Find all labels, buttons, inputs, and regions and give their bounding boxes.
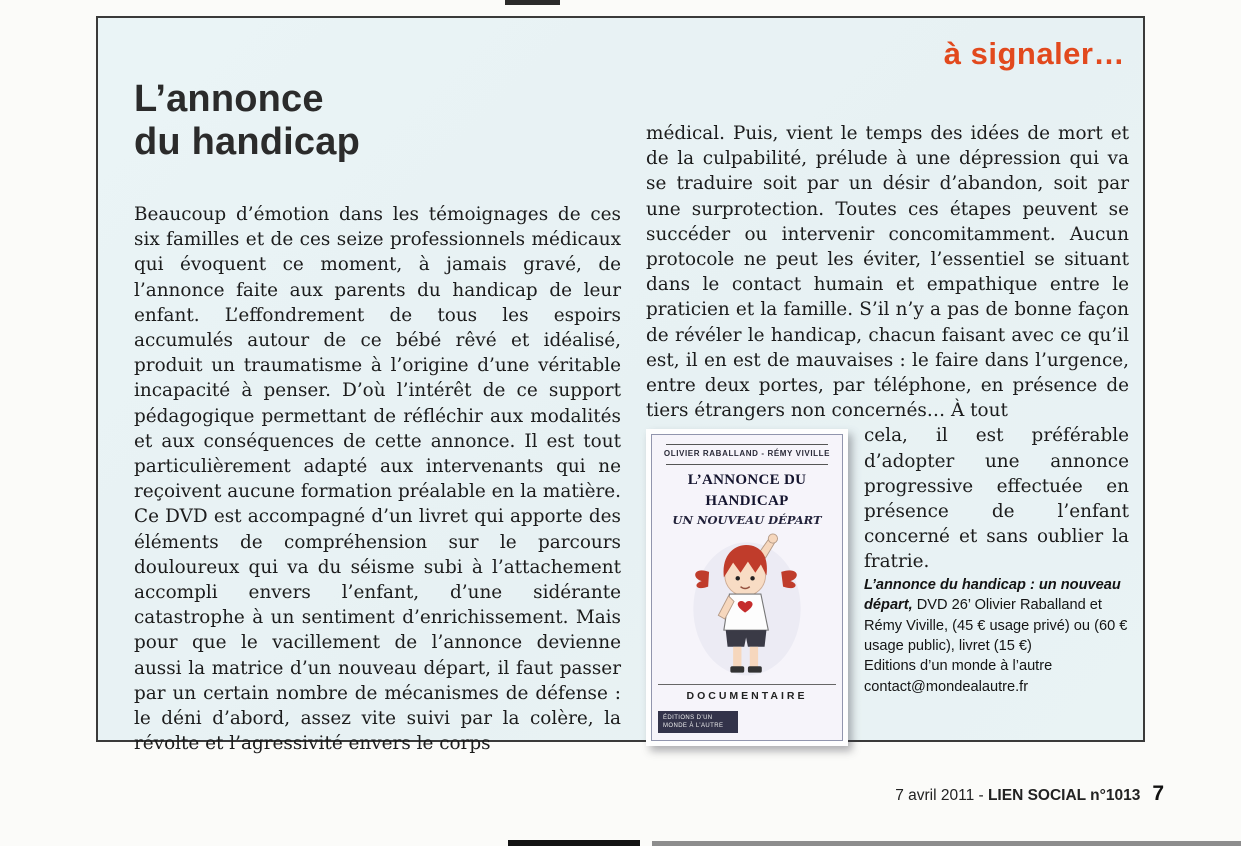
dvd-cover-authors: OLIVIER RABALLAND - RÉMY VIVILLE xyxy=(663,449,831,459)
section-label: à signaler… xyxy=(943,36,1125,71)
dvd-cover-card xyxy=(651,434,843,740)
footer-page-number: 7 xyxy=(1152,782,1164,805)
caption-publisher: Editions d’un monde à l’autre xyxy=(864,658,1053,675)
dvd-cover-footer xyxy=(658,709,836,734)
divider xyxy=(666,464,828,465)
page-title-line1: L’annonce xyxy=(134,78,324,120)
caption-contact: contact@mondealautre.fr xyxy=(864,678,1029,695)
scan-artifact xyxy=(505,0,560,5)
scan-artifact xyxy=(652,841,1241,846)
publisher-logo: ÉDITIONS D’UN MONDE À L’AUTRE xyxy=(658,711,738,733)
body-text-left: Beaucoup d’émotion dans les témoignages de ces six familles et de ces seize professionnels médicaux qui évoquent ce moment, à jamais gravé, de l’annonce faite aux parents du handicap de leur enfant. L’effondrement de tous les espoirs accumulés autour de ce bébé rêvé et idéalisé, produit un traumatisme à l’origine d’une véritable incapacité à penser. D’où l’intérêt de ce support pédagogique permettant de réfléchir aux modalités et aux conséquences de cette annonce. Il est tout particulièrement adapté aux intervenants qui ne reçoivent aucune formation préalable en la matière. Ce DVD est accompagné d’un livret qui apporte des éléments de compréhension sur le parcours douloureux qui va du séisme subi à l’attachement accompli envers l’enfant, d’une sidérante catastrophe à un sentiment d’enrichissement. Mais pour que le vacillement de l’annonce devienne aussi la matrice d’un nouveau départ, il faut passer par un certain nombre de mécanismes de défense : le déni d’abord, assez vite suivi par la colère, la révolte et l’agressivité envers le corps xyxy=(134,204,621,755)
body-text-right-part1: médical. Puis, vient le temps des idées de mort et de la culpabilité, prélude à une dépression qui va se traduire soit par un désir d’abandon, soit par une surprotection. Toutes ces étapes peuvent se succéder ou intervenir concomitamment. Aucun protocole ne peut les éviter, l’essentiel se situant dans le contact humain et empathique entre le praticien et la famille. S’il n’y a pas de bonne façon de révéler le handicap, chacun faisant avec ce qu’il est, il en est de mauvaises : le faire dans l’urgence, entre deux portes, par téléphone, en présence de tiers étrangers non concernés… À tout xyxy=(646,123,1129,422)
article-frame xyxy=(96,16,1145,755)
page-title xyxy=(134,78,360,165)
left-column xyxy=(134,202,621,756)
page-footer xyxy=(96,782,1164,806)
footer-magazine-name: LIEN SOCIAL n°1013 xyxy=(987,787,1141,804)
scan-artifact xyxy=(508,840,640,846)
footer-date: 7 avril 2011 - xyxy=(895,787,988,804)
divider xyxy=(666,444,828,445)
caption-details: DVD 26’ Olivier Raballand et Rémy Viville, (45 € usage privé) ou (60 € usage public), livret (15 €) xyxy=(864,597,1128,654)
page-title-line2: du handicap xyxy=(134,121,360,164)
dvd-cover-genre: DOCUMENTAIRE xyxy=(658,684,836,703)
caption-title: L’annonce du handicap : un nouveau départ, xyxy=(864,576,1121,614)
child-illustration xyxy=(678,533,816,681)
right-column xyxy=(646,121,1129,750)
body-text-right-part2: cela, il est préférable d’adopter une annonce progressive effectuée en présence de l’enfant concerné et sans oublier la fratrie. xyxy=(864,425,1129,573)
dvd-cover-subtitle: UN NOUVEAU DÉPART xyxy=(672,513,822,528)
dvd-cover xyxy=(646,429,848,745)
dvd-cover-title: L’ANNONCE DU HANDICAP xyxy=(687,472,807,509)
